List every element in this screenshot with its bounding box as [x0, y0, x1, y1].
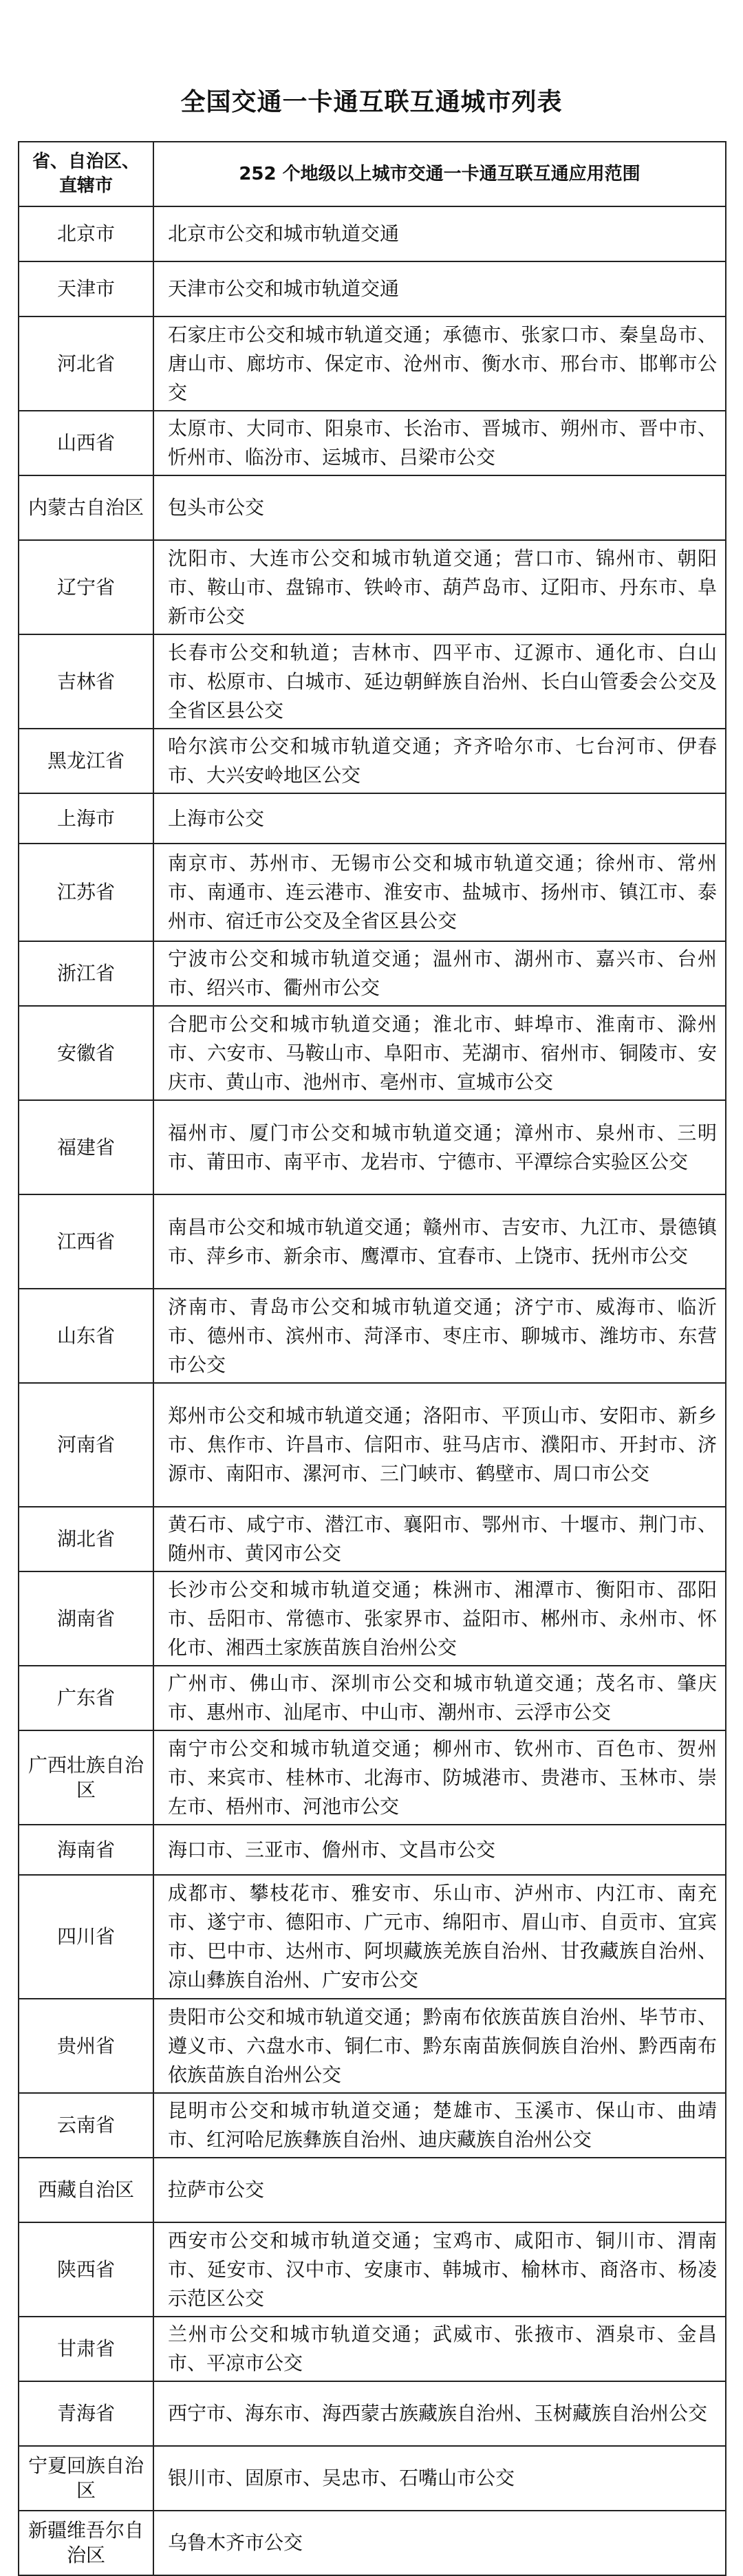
table-row — [19, 261, 726, 316]
region-cell: 湖南省 — [19, 1571, 153, 1666]
city-table — [18, 141, 726, 2576]
cities-cell: 太原市、大同市、阳泉市、长治市、晋城市、朔州市、晋中市、忻州市、临汾市、运城市、吕梁市公交 — [153, 411, 726, 475]
cities-cell: 天津市公交和城市轨道交通 — [153, 261, 726, 316]
cities-cell: 兰州市公交和城市轨道交通；武威市、张掖市、酒泉市、金昌市、平凉市公交 — [153, 2317, 726, 2381]
cities-cell: 福州市、厦门市公交和城市轨道交通；漳州市、泉州市、三明市、莆田市、南平市、龙岩市、宁德市、平潭综合实验区公交 — [153, 1100, 726, 1194]
region-column-header: 省、自治区、直辖市 — [19, 142, 153, 206]
region-cell: 内蒙古自治区 — [19, 475, 153, 540]
cities-cell: 贵阳市公交和城市轨道交通；黔南布依族苗族自治州、毕节市、遵义市、六盘水市、铜仁市、黔东南苗族侗族自治州、黔西南布依族苗族自治州公交 — [153, 1999, 726, 2093]
region-cell: 湖北省 — [19, 1507, 153, 1571]
cities-cell: 南宁市公交和城市轨道交通；柳州市、钦州市、百色市、贺州市、来宾市、桂林市、北海市、防城港市、贵港市、玉林市、崇左市、梧州市、河池市公交 — [153, 1730, 726, 1825]
region-cell: 天津市 — [19, 261, 153, 316]
table-row — [19, 1875, 726, 1999]
region-cell: 河北省 — [19, 316, 153, 411]
cities-cell: 沈阳市、大连市公交和城市轨道交通；营口市、锦州市、朝阳市、鞍山市、盘锦市、铁岭市、葫芦岛市、辽阳市、丹东市、阜新市公交 — [153, 540, 726, 634]
table-row — [19, 941, 726, 1006]
cities-cell: 成都市、攀枝花市、雅安市、乐山市、泸州市、内江市、南充市、遂宁市、德阳市、广元市、绵阳市、眉山市、自贡市、宜宾市、巴中市、达州市、阿坝藏族羌族自治州、甘孜藏族自治州、凉山彝族自治州、广安市公交 — [153, 1875, 726, 1999]
region-cell: 云南省 — [19, 2093, 153, 2158]
table-row — [19, 2222, 726, 2317]
page-title: 全国交通一卡通互联互通城市列表 — [180, 88, 563, 116]
table-row — [19, 2381, 726, 2446]
cities-cell: 郑州市公交和城市轨道交通；洛阳市、平顶山市、安阳市、新乡市、焦作市、许昌市、信阳市、驻马店市、濮阳市、开封市、济源市、南阳市、漯河市、三门峡市、鹤壁市、周口市公交 — [153, 1383, 726, 1507]
region-cell: 宁夏回族自治区 — [19, 2446, 153, 2511]
cities-cell: 包头市公交 — [153, 475, 726, 540]
region-cell: 辽宁省 — [19, 540, 153, 634]
table-row — [19, 1006, 726, 1100]
table-row — [19, 1507, 726, 1571]
region-cell: 甘肃省 — [19, 2317, 153, 2381]
table-row — [19, 1666, 726, 1730]
cities-cell: 黄石市、咸宁市、潜江市、襄阳市、鄂州市、十堰市、荆门市、随州市、黄冈市公交 — [153, 1507, 726, 1571]
cities-cell: 广州市、佛山市、深圳市公交和城市轨道交通；茂名市、肇庆市、惠州市、汕尾市、中山市、潮州市、云浮市公交 — [153, 1666, 726, 1730]
cities-cell: 哈尔滨市公交和城市轨道交通；齐齐哈尔市、七台河市、伊春市、大兴安岭地区公交 — [153, 729, 726, 793]
cities-cell: 西宁市、海东市、海西蒙古族藏族自治州、玉树藏族自治州公交 — [153, 2381, 726, 2446]
table-row — [19, 2446, 726, 2511]
cities-cell: 乌鲁木齐市公交 — [153, 2511, 726, 2575]
cities-cell: 合肥市公交和城市轨道交通；淮北市、蚌埠市、淮南市、滁州市、六安市、马鞍山市、阜阳市、芜湖市、宿州市、铜陵市、安庆市、黄山市、池州市、亳州市、宣城市公交 — [153, 1006, 726, 1100]
table-row — [19, 2093, 726, 2158]
region-cell: 北京市 — [19, 206, 153, 261]
table-header-row — [19, 142, 726, 206]
region-cell: 广西壮族自治区 — [19, 1730, 153, 1825]
cities-cell: 宁波市公交和城市轨道交通；温州市、湖州市、嘉兴市、台州市、绍兴市、衢州市公交 — [153, 941, 726, 1006]
cities-cell: 海口市、三亚市、儋州市、文昌市公交 — [153, 1825, 726, 1875]
region-cell: 上海市 — [19, 793, 153, 844]
table-row — [19, 411, 726, 475]
region-cell: 广东省 — [19, 1666, 153, 1730]
table-row — [19, 793, 726, 844]
region-cell: 贵州省 — [19, 1999, 153, 2093]
table-row — [19, 2158, 726, 2222]
region-cell: 新疆维吾尔自治区 — [19, 2511, 153, 2575]
cities-cell: 拉萨市公交 — [153, 2158, 726, 2222]
table-row — [19, 1100, 726, 1194]
table-row — [19, 844, 726, 941]
cities-cell: 南昌市公交和城市轨道交通；赣州市、吉安市、九江市、景德镇市、萍乡市、新余市、鹰潭市、宜春市、上饶市、抚州市公交 — [153, 1194, 726, 1289]
region-cell: 江苏省 — [19, 844, 153, 941]
cities-cell: 银川市、固原市、吴忠市、石嘴山市公交 — [153, 2446, 726, 2511]
region-cell: 河南省 — [19, 1383, 153, 1507]
table-row — [19, 2511, 726, 2575]
region-cell: 安徽省 — [19, 1006, 153, 1100]
region-cell: 山东省 — [19, 1289, 153, 1383]
cities-cell: 济南市、青岛市公交和城市轨道交通；济宁市、威海市、临沂市、德州市、滨州市、菏泽市、枣庄市、聊城市、潍坊市、东营市公交 — [153, 1289, 726, 1383]
region-cell: 山西省 — [19, 411, 153, 475]
cities-cell: 长春市公交和轨道；吉林市、四平市、辽源市、通化市、白山市、松原市、白城市、延边朝鲜族自治州、长白山管委会公交及全省区县公交 — [153, 634, 726, 729]
table-row — [19, 1571, 726, 1666]
region-cell: 吉林省 — [19, 634, 153, 729]
cities-cell: 长沙市公交和城市轨道交通；株洲市、湘潭市、衡阳市、邵阳市、岳阳市、常德市、张家界市、益阳市、郴州市、永州市、怀化市、湘西土家族苗族自治州公交 — [153, 1571, 726, 1666]
table-row — [19, 1825, 726, 1875]
table-row — [19, 1194, 726, 1289]
region-cell: 浙江省 — [19, 941, 153, 1006]
cities-cell: 南京市、苏州市、无锡市公交和城市轨道交通；徐州市、常州市、南通市、连云港市、淮安市、盐城市、扬州市、镇江市、泰州市、宿迁市公交及全省区县公交 — [153, 844, 726, 941]
table-row — [19, 206, 726, 261]
region-cell: 四川省 — [19, 1875, 153, 1999]
region-cell: 青海省 — [19, 2381, 153, 2446]
table-row — [19, 1289, 726, 1383]
region-cell: 陕西省 — [19, 2222, 153, 2317]
cities-column-header: 252 个地级以上城市交通一卡通互联互通应用范围 — [153, 142, 726, 206]
table-row — [19, 316, 726, 411]
table-row — [19, 1730, 726, 1825]
region-cell: 福建省 — [19, 1100, 153, 1194]
cities-cell: 西安市公交和城市轨道交通；宝鸡市、咸阳市、铜川市、渭南市、延安市、汉中市、安康市、韩城市、榆林市、商洛市、杨凌示范区公交 — [153, 2222, 726, 2317]
table-row — [19, 729, 726, 793]
region-cell: 黑龙江省 — [19, 729, 153, 793]
region-cell: 海南省 — [19, 1825, 153, 1875]
table-row — [19, 2317, 726, 2381]
region-cell: 西藏自治区 — [19, 2158, 153, 2222]
cities-cell: 北京市公交和城市轨道交通 — [153, 206, 726, 261]
table-row — [19, 1999, 726, 2093]
cities-cell: 石家庄市公交和城市轨道交通；承德市、张家口市、秦皇岛市、唐山市、廊坊市、保定市、沧州市、衡水市、邢台市、邯郸市公交 — [153, 316, 726, 411]
table-row — [19, 634, 726, 729]
cities-cell: 上海市公交 — [153, 793, 726, 844]
table-row — [19, 475, 726, 540]
table-row — [19, 540, 726, 634]
region-cell: 江西省 — [19, 1194, 153, 1289]
table-row — [19, 1383, 726, 1507]
cities-cell: 昆明市公交和城市轨道交通；楚雄市、玉溪市、保山市、曲靖市、红河哈尼族彝族自治州、迪庆藏族自治州公交 — [153, 2093, 726, 2158]
